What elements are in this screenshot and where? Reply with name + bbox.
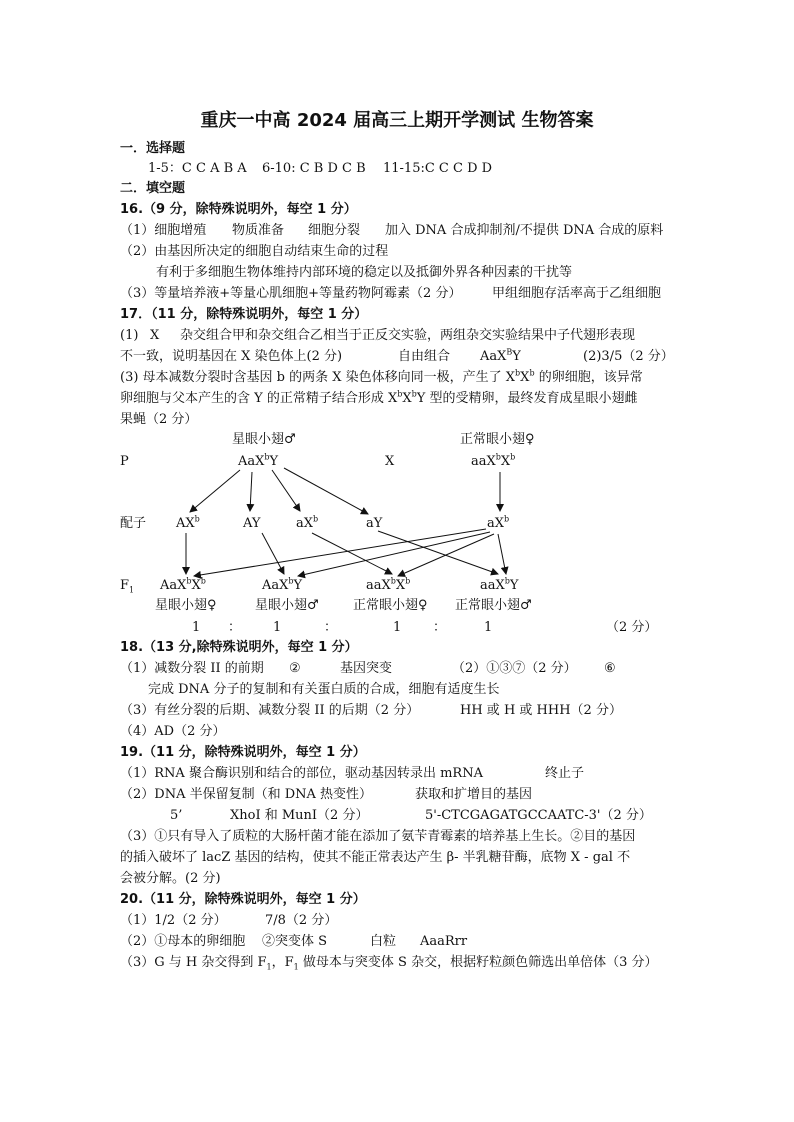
q19-heading: 19.（11 分，除特殊说明外，每空 1 分） bbox=[120, 745, 366, 760]
q18-heading: 18.（13 分,除特殊说明外，每空 1 分） bbox=[120, 640, 358, 655]
page-title: 重庆一中高 2024 届高三上期开学测试 生物答案 bbox=[200, 110, 594, 131]
q16-ans: 加入 DNA 合成抑制剂/不提供 DNA 合成的原料 bbox=[385, 223, 664, 238]
q19-ans: 终止子 bbox=[545, 766, 585, 781]
female-parent-phenotype: 正常眼小翅♀ bbox=[460, 432, 535, 447]
q17-genotype: AaX$^B$Y bbox=[480, 347, 521, 364]
q17-ans: 自由组合 bbox=[398, 349, 451, 364]
q18-ans: 完成 DNA 分子的复制和有关蛋白质的合成，细胞有适度生长 bbox=[148, 682, 500, 697]
ratio-value: 1 bbox=[192, 620, 201, 635]
q19-ans: （3）①只有导入了质粒的大肠杆菌才能在添加了氨苄青霉素的培养基上生长。②目的基因 bbox=[120, 829, 636, 844]
q17-heading: 17．（11 分，除特殊说明外，每空 1 分） bbox=[120, 307, 368, 322]
q20-ans: （2）①母本的卵细胞 bbox=[120, 934, 246, 949]
q19-ans: XhoI 和 MunI（2 分） bbox=[230, 808, 369, 823]
offspring-genotype: AaX$^b$Y bbox=[262, 576, 303, 593]
gamete: AY bbox=[243, 516, 261, 531]
arrow-line bbox=[250, 472, 252, 511]
ratio-sep: ： bbox=[433, 620, 447, 635]
q19-ans: 5’ bbox=[170, 808, 183, 823]
q16-heading: 16.（9 分，除特殊说明外，每空 1 分） bbox=[120, 202, 357, 217]
q20-ans: 白粒 bbox=[370, 934, 397, 949]
q17-ans: (1) bbox=[120, 328, 139, 343]
arrow-line bbox=[272, 470, 300, 511]
q20-ans: AaaRrr bbox=[420, 934, 468, 949]
q17-ans: 不一致，说明基因在 X 染色体上(2 分) bbox=[120, 349, 343, 364]
q18-ans: ② bbox=[289, 661, 301, 676]
arrow-line bbox=[194, 529, 486, 576]
q19-ans: 5'-CTCGAGATGCCAATC-3'（2 分） bbox=[425, 808, 652, 823]
q17-ans: (3) 母本减数分裂时含基因 b 的两条 X 染色体移向同一极，产生了 $X^bX^b$ 的卵细胞，该异常 bbox=[120, 368, 643, 385]
answers-1-5: 1-5：C C A B A bbox=[148, 161, 247, 176]
q17-ans: (2)3/5（2 分） bbox=[583, 349, 674, 364]
q18-ans: （1）减数分裂 II 的前期 bbox=[120, 661, 264, 676]
offspring-genotype: aaX$^b$Y bbox=[480, 576, 519, 593]
male-parent-genotype: AaX$^b$Y bbox=[238, 452, 279, 469]
q18-ans: （3）有丝分裂的后期、减数分裂 II 的后期（2 分） bbox=[120, 703, 420, 718]
offspring-genotype: $AaX^bX^b$ bbox=[160, 576, 206, 593]
female-gamete: $aX^b$ bbox=[487, 514, 510, 531]
male-parent-phenotype: 星眼小翅♂ bbox=[232, 432, 296, 447]
offspring-phenotype: 正常眼小翅♀ bbox=[353, 598, 428, 613]
ratio-value: 1 bbox=[484, 620, 493, 635]
q20-heading: 20.（11 分，除特殊说明外，每空 1 分） bbox=[120, 892, 366, 907]
gamete: aY bbox=[366, 516, 383, 531]
q16-ans: 甲组细胞存活率高于乙组细胞 bbox=[492, 286, 662, 301]
gamete: $AX^b$ bbox=[176, 514, 200, 531]
q19-ans: （1）RNA 聚合酶识别和结合的部位，驱动基因转录出 mRNA bbox=[120, 766, 483, 781]
q20-ans: （3）G 与 H 杂交得到 $F_1$，$F_1$ 做母本与突变体 S 杂交，根据籽粒颜色筛选出单倍体（3 分） bbox=[120, 955, 658, 972]
q16-ans: 有利于多细胞生物体维持内部环境的稳定以及抵御外界各种因素的干扰等 bbox=[156, 265, 573, 280]
ratio-value: 1 bbox=[393, 620, 402, 635]
gamete: $aX^b$ bbox=[296, 514, 319, 531]
q16-ans: 物质准备 bbox=[232, 223, 285, 238]
diagram-score: （2 分） bbox=[606, 620, 658, 635]
arrow-line bbox=[298, 532, 490, 576]
arrow-line bbox=[378, 531, 498, 574]
ratio-sep: ： bbox=[324, 620, 338, 635]
q16-ans: （2）由基因所决定的细胞自动结束生命的过程 bbox=[120, 244, 389, 259]
arrow-line bbox=[262, 533, 284, 574]
offspring-phenotype: 正常眼小翅♂ bbox=[455, 598, 532, 613]
q18-ans: （2）①③⑦（2 分） bbox=[452, 661, 577, 676]
answers-11-15: 11-15:C C C D D bbox=[383, 161, 493, 176]
arrow-line bbox=[312, 533, 392, 574]
ratio-sep: ： bbox=[228, 620, 242, 635]
q17-ans: 杂交组合甲和杂交组合乙相当于正反交实验，两组杂交实验结果中子代翅形表现 bbox=[180, 328, 636, 343]
q18-ans: HH 或 H 或 HHH（2 分） bbox=[460, 703, 622, 718]
arrow-line bbox=[190, 470, 240, 512]
cross-sign: X bbox=[385, 454, 395, 469]
p-generation-label: P bbox=[120, 454, 129, 469]
q17-ans: 果蝇（2 分） bbox=[120, 412, 198, 427]
offspring-phenotype: 星眼小翅♂ bbox=[255, 598, 319, 613]
arrow-line bbox=[284, 468, 368, 514]
arrow-line bbox=[398, 534, 494, 576]
q20-ans: ②突变体 S bbox=[262, 934, 328, 949]
q18-ans: ⑥ bbox=[604, 661, 616, 676]
q16-ans: 细胞分裂 bbox=[308, 223, 361, 238]
arrow-line bbox=[498, 534, 506, 574]
q20-ans: 7/8（2 分） bbox=[265, 913, 338, 928]
q17-ans: X bbox=[150, 328, 160, 343]
q19-ans: 获取和扩增目的基因 bbox=[415, 787, 533, 802]
q17-ans: 卵细胞与父本产生的含 Y 的正常精子结合形成 $X^bX^bY$ 型的受精卵，最终发育成星眼小翅雌 bbox=[120, 389, 638, 406]
f1-label: $F_1$ bbox=[120, 578, 135, 595]
offspring-phenotype: 星眼小翅♀ bbox=[155, 598, 217, 613]
q19-ans: 的插入破坏了 lacZ 基因的结构，使其不能正常表达产生 β- 半乳糖苷酶，底物 X - gal 不 bbox=[120, 850, 631, 865]
section-choice-heading: 一．选择题 bbox=[120, 141, 186, 156]
offspring-genotype: $aaX^bX^b$ bbox=[366, 576, 411, 593]
section-fill-heading: 二．填空题 bbox=[120, 181, 186, 196]
ratio-value: 1 bbox=[273, 620, 282, 635]
q18-ans: 基因突变 bbox=[340, 661, 393, 676]
q16-ans: （3）等量培养液+等量心肌细胞+等量药物阿霉素（2 分） bbox=[120, 286, 462, 301]
female-parent-genotype: $aaX^bX^b$ bbox=[471, 452, 516, 469]
q16-ans: （1）细胞增殖 bbox=[120, 223, 207, 238]
gamete-label: 配子 bbox=[120, 516, 147, 531]
q19-ans: （2）DNA 半保留复制（和 DNA 热变性） bbox=[120, 787, 373, 802]
q19-ans: 会被分解。(2 分) bbox=[120, 871, 221, 886]
q20-ans: （1）1/2（2 分） bbox=[120, 913, 227, 928]
answers-6-10: 6-10: C B D C B bbox=[262, 161, 366, 176]
q18-ans: （4）AD（2 分） bbox=[120, 724, 226, 739]
